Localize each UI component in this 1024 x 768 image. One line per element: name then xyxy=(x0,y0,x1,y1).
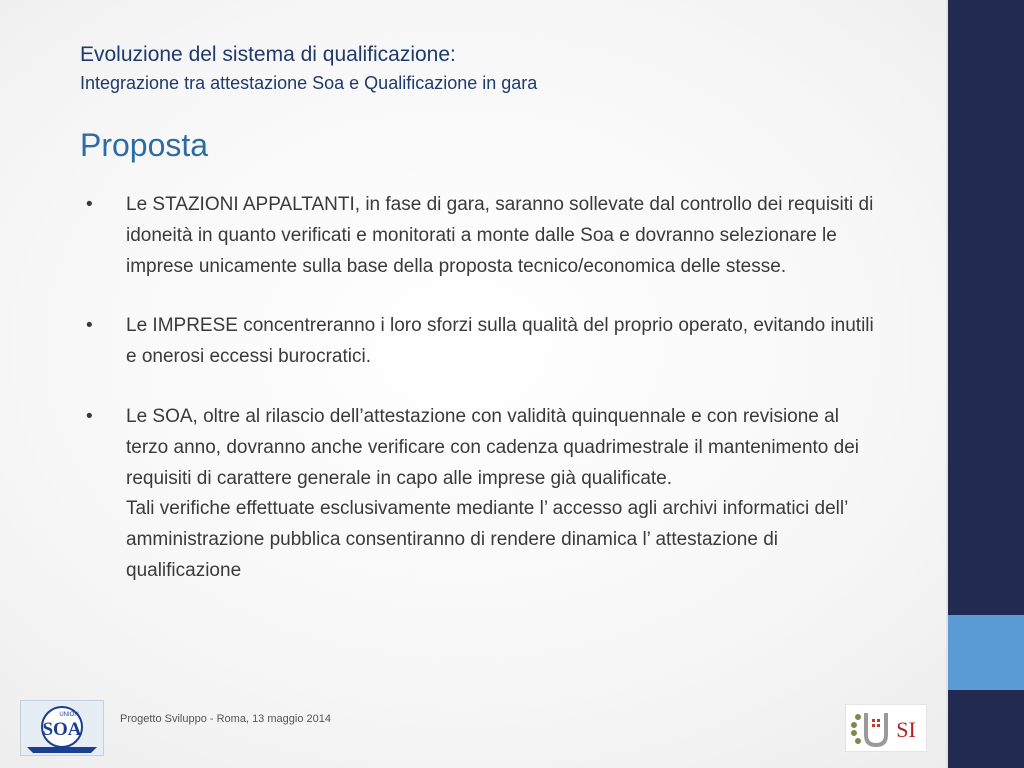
bullet-item xyxy=(86,311,876,373)
bullet-text-continuation: Tali verifiche effettuate esclusivamente mediante l’ accesso agli archivi informatici dell’ amministrazione pubblica consentiranno di rendere dinamica l’ attestazione di qualificazione xyxy=(126,498,848,581)
usi-logo xyxy=(845,704,927,752)
bullet-text: Le IMPRESE concentreranno i loro sforzi sulla qualità del proprio operato, evitando inutili e onerosi eccessi burocratici. xyxy=(126,315,874,368)
bullet-item xyxy=(86,402,876,587)
title-line-2: Integrazione tra attestazione Soa e Qualificazione in gara xyxy=(80,73,538,93)
section-heading: Proposta xyxy=(80,127,209,163)
side-accent-block xyxy=(948,615,1024,690)
bullet-text-group xyxy=(126,402,876,587)
footer-text: Progetto Sviluppo - Roma, 13 maggio 2014 xyxy=(120,713,331,725)
bullet-text: Le SOA, oltre al rilascio dell’attestazione con validità quinquennale e con revisione al terzo anno, dovranno anche verificare con cadenza quadrimestrale il mantenimento dei requisiti di carattere generale in capo alle imprese già qualificate. xyxy=(126,405,859,489)
union-soa-logo xyxy=(20,700,104,756)
logo-right-text: SI xyxy=(896,717,916,742)
bullet-item xyxy=(86,190,876,282)
slide-title xyxy=(80,42,537,96)
logo-left-small-text: UNION xyxy=(59,712,79,718)
bullet-marker: • xyxy=(86,405,93,427)
bullet-list xyxy=(86,190,876,616)
bullet-text: Le STAZIONI APPALTANTI, in fase di gara, saranno sollevate dal controllo dei requisiti di idoneità in quanto verificati e monitorati a monte dalle Soa e dovranno selezionare le imprese unicamente sulla base della proposta tecnico/economica delle stesse. xyxy=(126,194,874,277)
bullet-marker: • xyxy=(86,194,93,215)
title-line-1: Evoluzione del sistema di qualificazione: xyxy=(80,43,456,66)
bullet-marker: • xyxy=(86,315,93,337)
logo-left-main-text: SOA xyxy=(42,719,82,740)
